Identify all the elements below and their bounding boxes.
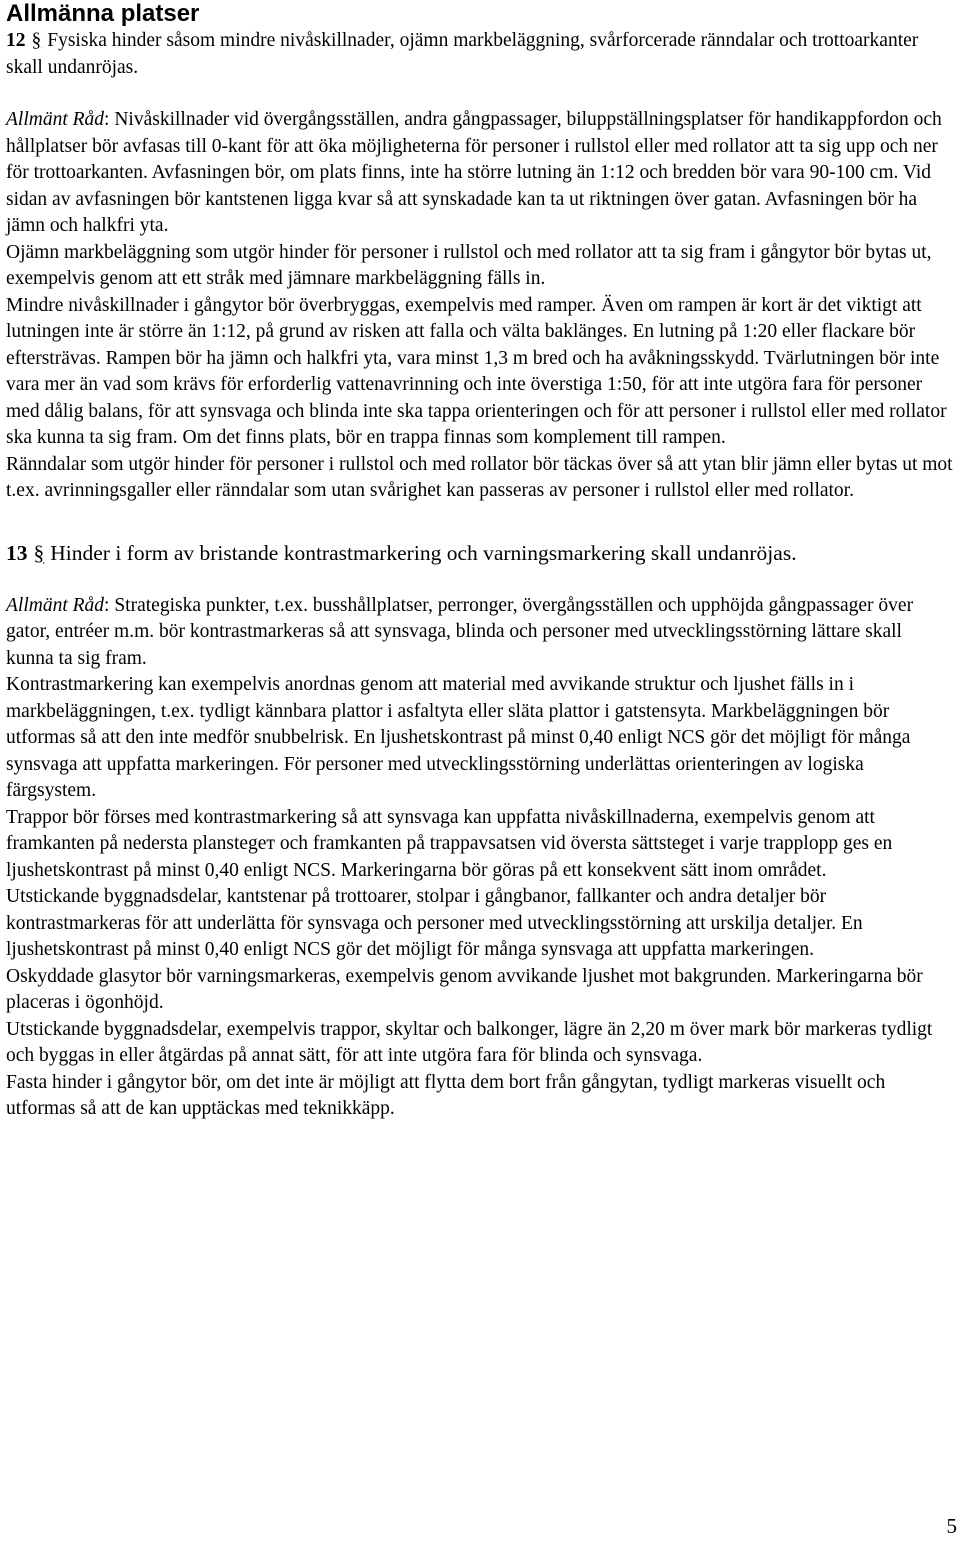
section-13-paragraph: Utstickande byggnadsdelar, exempelvis trappor, skyltar och balkonger, lägre än 2,20 m över mark bör markeras tydligt och byggas in eller åtgärdas på annat sätt, för att inte utgöra fara för blinda och synsvaga. (6, 1018, 933, 1066)
section-12-paragraph-sign: § (31, 30, 42, 51)
section-13-paragraph: Oskyddade glasytor bör varningsmarkeras, exempelvis genom avvikande ljushet mot bakgrunden. Markeringarna bör placeras i ögonhöjd. (6, 965, 923, 1013)
section-13-paragraph: Trappor bör förses med kontrastmarkering så att synsvaga kan uppfatta nivåskillnaderna, exempelvis genom att framkanten på nedersta planstegет och framkanten på trappavsatsen vid översta sättsteget i varje trapplopp ges en ljushetskontrast på minst 0,40 enligt NCS. Markeringarna bör göras på ett konsekvent sätt inom området. (6, 806, 893, 881)
section-12-paragraph: Ränndalar som utgör hinder för personer i rullstol och med rollator bör täckas över så att ytan blir jämn eller bytas ut mot t.ex. avrinningsgaller eller ränndalar som utan svårighet kan passeras av personer i rullstol eller med rollator. (6, 453, 953, 501)
section-12-paragraph: Mindre nivåskillnader i gångytor bör överbryggas, exempelvis med ramper. Även om rampen är kort är det viktigt att lutningen inte är större än 1:12, på grund av risken att falla och välta baklänges. En lutning på 1:20 eller flackare bör eftersträvas. Rampen bör ha jämn och halkfri yta, vara minst 1,3 m bred och ha avåkningsskydd. Tvärlutningen bör inte vara mer än vad som krävs för erforderlig vattenavrinning och inte överstiga 1:50, för att inte utgöra fara för personer med dålig balans, för att synsvaga och blinda inte ska tappa orienteringen och för att personer i rullstol eller med rollator ska kunna ta sig fram. Om det finns plats, bör en trappa finnas som komplement till rampen. (6, 294, 947, 448)
section-13-paragraph: Fasta hinder i gångytor bör, om det inte är möjligt att flytta dem bort från gångytan, tydligt markeras visuellt och utformas så att de kan upptäckas med teknikkäpp. (6, 1071, 886, 1119)
section-13-paragraph-sign: § (33, 540, 45, 565)
section-13-advice (6, 593, 954, 673)
section-13-advice-text: : Strategiska punkter, t.ex. busshållplatser, perronger, övergångsställen och upphöjda gångpassager över gator, entréer m.m. bör kontrastmarkeras så att synsvaga, blinda och personer med utvecklingsstörning lättare skall kunna ta sig fram. (6, 594, 914, 669)
section-12-paragraph: Ojämn markbeläggning som utgör hinder för personer i rullstol och med rollator att ta sig fram i gångytor bör bytas ut, exempelvis genom att ett stråk med jämnare markbeläggning fälls in. (6, 241, 932, 289)
section-12-requirement-text: Fysiska hinder såsom mindre nivåskillnader, ojämn markbeläggning, svårforcerade ränndalar och trottoarkanter skall undanröjas. (6, 30, 919, 78)
section-12-advice-text: : Nivåskillnader vid övergångsställen, andra gångpassager, biluppställningsplatser för handikappfordon och hållplatser bör avfasas till 0-kant för att öka möjligheterna för personer i rullstol eller med rollator att ta sig upp och ner för trottoarkanten. Avfasningen bör, om plats finns, inte ha större lutning än 1:12 och bredden bör vara 90-100 cm. Vid sidan av avfasningen bör kantstenen ligga kvar så att synskadade kan ta ut riktningen över gatan. Avfasningen bör ha jämn och halkfri yta. (6, 109, 942, 236)
document-page (6, 0, 954, 1123)
section-13-requirement (6, 539, 954, 567)
page-number: 5 (946, 1514, 957, 1538)
section-13-requirement-text: Hinder i form av bristande kontrastmarkering och varningsmarkering skall undanröjas. (50, 540, 797, 565)
section-12-requirement (6, 28, 954, 81)
section-13-paragraph: Kontrastmarkering kan exempelvis anordnas genom att material med avvikande struktur och ljushet fälls in i markbeläggningen, t.ex. tydligt kännbara plattor i asfaltyta eller släta plattor i gatstensyta. Markbeläggningen bör utformas så att den inte medför snubbelrisk. En ljushetskontrast på minst 0,40 enligt NCS gör det möjligt för många synsvaga att uppfatta markeringen. För personer med utvecklingsstörning underlättas orienteringen av logiska färgsystem. (6, 674, 911, 801)
section-13-number: 13 (6, 540, 28, 565)
page-heading: Allmänna platser (6, 0, 200, 27)
section-12-advice (6, 107, 954, 240)
section-13-advice-label: Allmänt Råd (6, 594, 105, 616)
section-13-paragraph: Utstickande byggnadsdelar, kantstenar på trottoarer, stolpar i gångbanor, fallkanter och andra detaljer bör kontrastmarkeras för att underlätta för synsvaga och personer med utvecklingsstörning att urskilja detaljer. En ljushetskontrast på minst 0,40 enligt NCS gör det möjligt för många synsvaga att uppfatta markeringen. (6, 886, 863, 960)
section-12-number: 12 (6, 30, 26, 51)
section-12-advice-label: Allmänt Råd (6, 109, 105, 130)
